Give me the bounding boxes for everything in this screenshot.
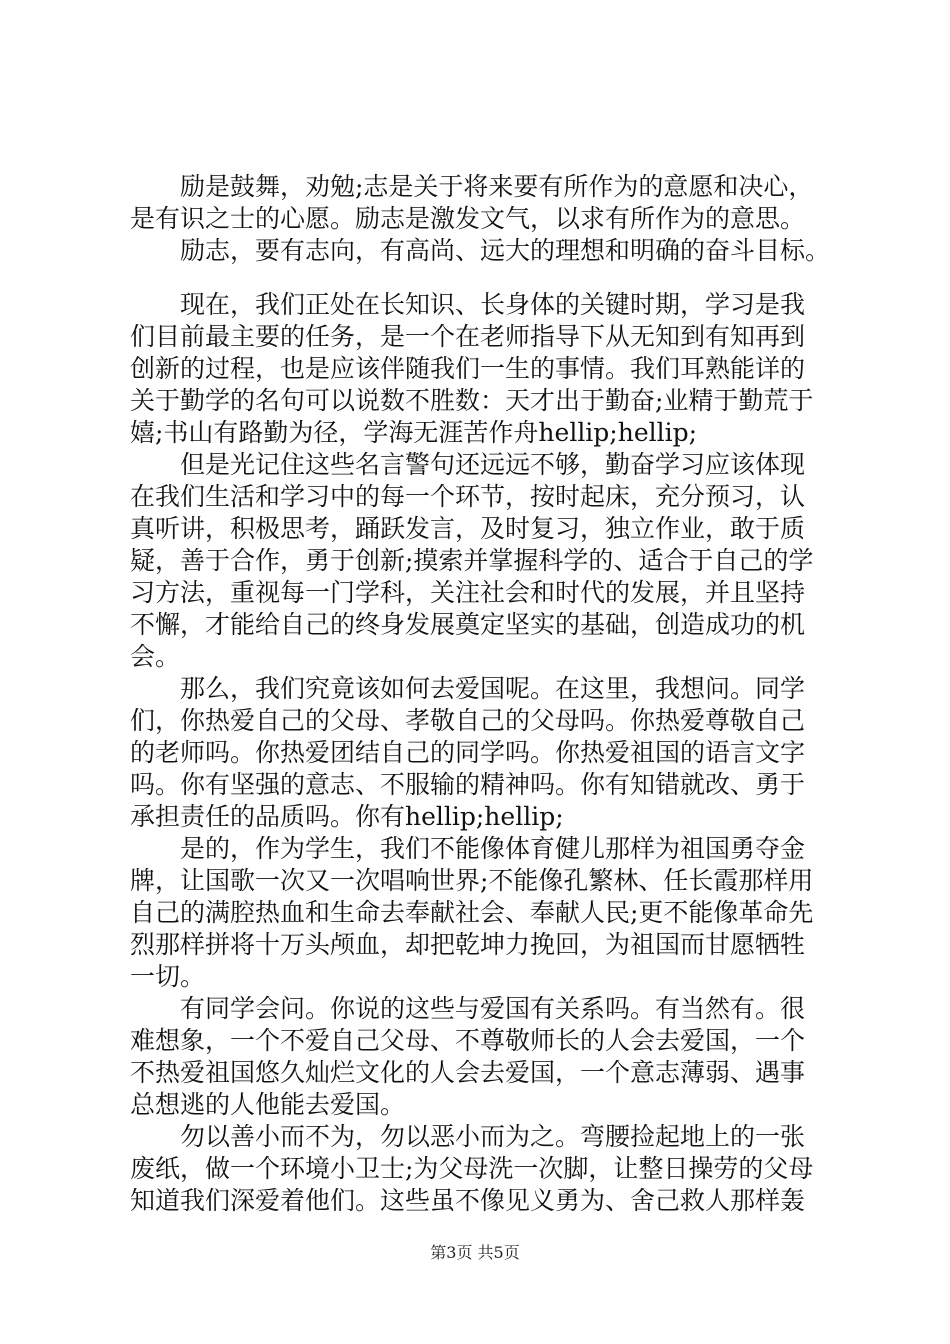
text-line: 牌，让国歌一次又一次唱响世界;不能像孔繁林、任长霞那样用 [130,866,814,895]
document-body [130,171,850,1217]
text-line: 们目前最主要的任务，是一个在老师指导下从无知到有知再到 [130,322,806,351]
text-line: 在我们生活和学习中的每一个环节，按时起床，充分预习，认 [130,482,806,511]
text-line: 有同学会问。你说的这些与爱国有关系吗。有当然有。很 [130,994,806,1023]
text-line: 励是鼓舞，劝勉;志是关于将来要有所作为的意愿和决心， [130,172,814,201]
text-line: 承担责任的品质吗。你有hellip;hellip; [130,802,564,831]
text-line: 励志，要有志向，有高尚、远大的理想和明确的奋斗目标。 [130,236,831,265]
text-line: 不热爱祖国悠久灿烂文化的人会去爱国，一个意志薄弱、遇事 [130,1058,806,1087]
text-line: 总想逃的人他能去爱国。 [130,1090,406,1119]
text-line: 会。 [130,642,181,671]
text-line: 不懈，才能给自己的终身发展奠定坚实的基础，创造成功的机 [130,610,806,639]
text-line: 吗。你有坚强的意志、不服输的精神吗。你有知错就改、勇于 [130,770,806,799]
text-line: 废纸，做一个环境小卫士;为父母洗一次脚，让整日操劳的父母 [130,1154,814,1183]
text-line: 自己的满腔热血和生命去奉献社会、奉献人民;更不能像革命先 [130,898,814,927]
text-line: 关于勤学的名句可以说数不胜数：天才出于勤奋;业精于勤荒于 [130,386,814,415]
text-line: 是的，作为学生，我们不能像体育健儿那样为祖国勇夺金 [130,834,806,863]
text-line: 知道我们深爱着他们。这些虽不像见义勇为、舍己救人那样轰 [130,1186,806,1215]
paragraph-gap [130,267,850,289]
text-line: 习方法，重视每一门学科，关注社会和时代的发展，并且坚持 [130,578,806,607]
text-line: 勿以善小而不为，勿以恶小而为之。弯腰捡起地上的一张 [130,1122,806,1151]
page-number-footer: 第3页 共5页 [430,1243,520,1262]
text-line: 但是光记住这些名言警句还远远不够，勤奋学习应该体现 [130,450,806,479]
text-line: 的老师吗。你热爱团结自己的同学吗。你热爱祖国的语言文字 [130,738,806,767]
text-line: 现在，我们正处在长知识、长身体的关键时期，学习是我 [130,290,806,319]
text-line: 那么，我们究竟该如何去爱国呢。在这里，我想问。同学 [130,674,806,703]
text-line: 们，你热爱自己的父母、孝敬自己的父母吗。你热爱尊敬自己 [130,706,806,735]
text-line: 疑，善于合作，勇于创新;摸索并掌握科学的、适合于自己的学 [130,546,814,575]
text-line: 是有识之士的心愿。励志是激发文气，以求有所作为的意思。 [130,204,806,233]
text-line: 创新的过程，也是应该伴随我们一生的事情。我们耳熟能详的 [130,354,806,383]
text-line: 难想象，一个不爱自己父母、不尊敬师长的人会去爱国，一个 [130,1026,806,1055]
text-line: 真听讲，积极思考，踊跃发言，及时复习，独立作业，敢于质 [130,514,806,543]
text-line: 嬉;书山有路勤为径，学海无涯苦作舟hellip;hellip; [130,418,698,447]
text-line: 烈那样拼将十万头颅血，却把乾坤力挽回，为祖国而甘愿牺牲 [130,930,806,959]
text-line: 一切。 [130,962,206,991]
